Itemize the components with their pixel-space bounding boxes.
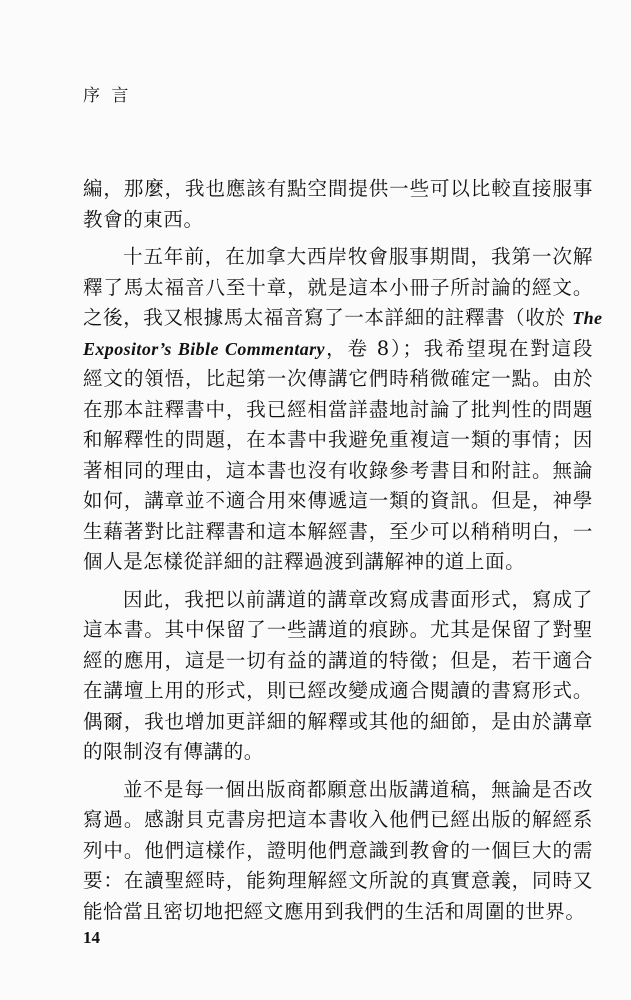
text-line: 和解釋性的問題，在本書中我避免重複這一類的事情；因 (83, 428, 593, 451)
latin-title-word: The (572, 308, 603, 328)
text-line: 經的應用，這是一切有益的講道的特徵；但是，若干適合 (83, 648, 593, 672)
text-line: 能恰當且密切地把經文應用到我們的生活和周圍的世界。 (83, 899, 586, 923)
text-line: 並不是每一個出版商都願意出版講道稿，無論是否改 (123, 777, 593, 801)
text-line: 十五年前，在加拿大西岸牧會服事期間，我第一次解 (123, 245, 593, 268)
latin-title-rest: Expositor’s Bible Commentary (83, 338, 325, 359)
text-line: 因此，我把以前講道的講章改寫成書面形式，寫成了 (123, 587, 593, 611)
text-line: 編，那麼，我也應該有點空間提供一些可以比較直接服事 (83, 177, 593, 200)
body-text (83, 174, 603, 927)
text-line: 的限制沒有傳講的。 (83, 740, 264, 763)
text-line: 偶爾，我也增加更詳細的解釋或其他的細節，是由於講章 (83, 709, 593, 733)
text-line: 在那本註釋書中，我已經相當詳盡地討論了批判性的問題 (83, 397, 593, 421)
text-line: 寫過。感謝貝克書房把這本書收入他們已經出版的解經系 (83, 808, 593, 831)
running-head: 序 言 (83, 86, 132, 106)
text-line: 這本書。其中保留了一些講道的痕跡。尤其是保留了對聖 (83, 618, 593, 641)
text-line: 著相同的理由，這本書也沒有收錄參考書目和附註。無論 (83, 458, 593, 482)
text-line: Expositor’s Bible Commentary，卷 8）；我希望現在對這段 (83, 336, 593, 360)
text-line (83, 303, 603, 334)
text-line: 要：在讀聖經時，能夠理解經文所說的真實意義，同時又 (83, 869, 593, 892)
text-line: 釋了馬太福音八至十章，就是這本小冊子所討論的經文。 (83, 275, 593, 299)
text-line: 在講壇上用的形式，則已經改變成適合閱讀的書寫形式。 (83, 679, 593, 702)
text-line: 如何，講章並不適合用來傳遞這一類的資訊。但是，神學 (83, 489, 593, 512)
text-line-part: 之後，我又根據馬太福音寫了一本詳細的註釋書（收於 (83, 306, 566, 329)
text-line: 教會的東西。 (83, 207, 204, 231)
text-line: 列中。他們這樣作，證明他們意識到教會的一個巨大的需 (83, 838, 593, 862)
page-number: 14 (83, 928, 100, 947)
text-line: 生藉著對比註釋書和這本解經書，至少可以稍稍明白，一 (83, 519, 593, 543)
text-line: 個人是怎樣從詳細的註釋過渡到講解神的道上面。 (83, 550, 526, 573)
text-line: 經文的領悟，比起第一次傳講它們時稍微確定一點。由於 (83, 367, 593, 390)
